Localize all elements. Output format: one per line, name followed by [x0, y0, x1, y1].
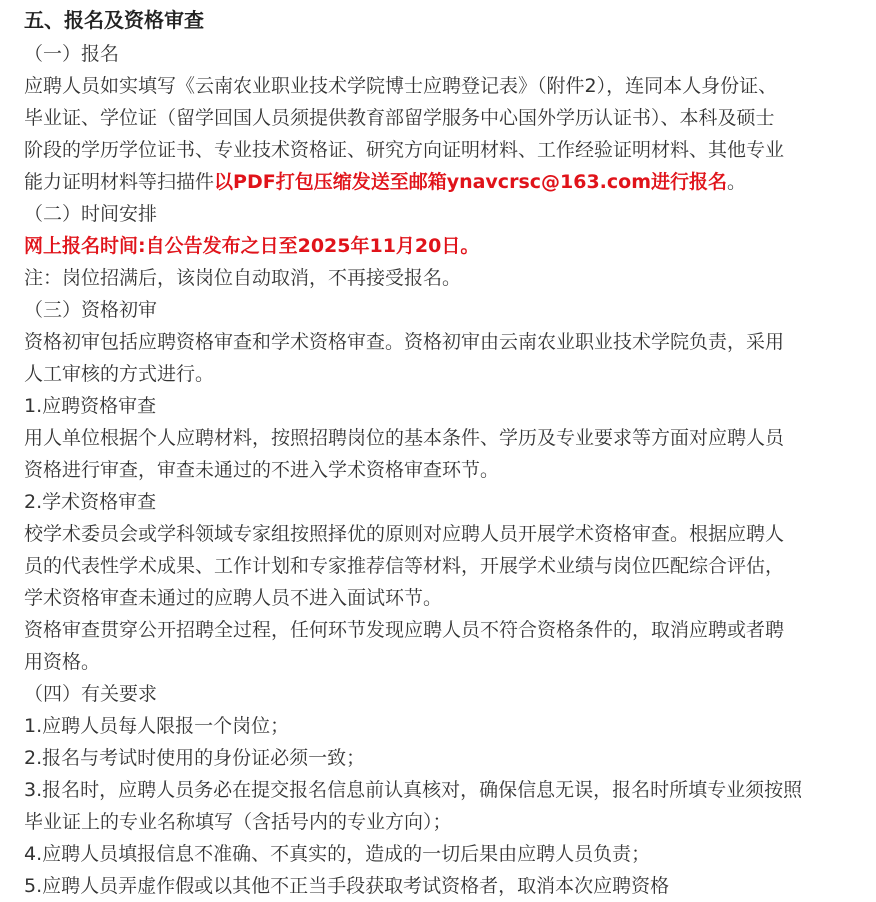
- preliminary-intro-2: 人工审核的方式进行。: [24, 363, 215, 385]
- schedule-heading: （二）时间安排: [24, 203, 158, 225]
- registration-line-4: [24, 166, 872, 198]
- registration-line-1: 应聘人员如实填写《云南农业职业技术学院博士应聘登记表》（附件2），连同本人身份证、: [24, 75, 778, 97]
- preliminary-closing-2: 用资格。: [24, 651, 101, 673]
- requirement-2: 2.报名与考试时使用的身份证必须一致；: [24, 747, 366, 769]
- section-title: 五、报名及资格审查: [24, 8, 204, 32]
- requirement-3-line-1: 3.报名时，应聘人员务必在提交报名信息前认真核对，确保信息无误，报名时所填专业须按照: [24, 779, 803, 801]
- academic-review-line-2: 员的代表性学术成果、工作计划和专家推荐信等材料，开展学术业绩与岗位匹配综合评估，: [24, 555, 785, 577]
- eligibility-review-title: 1.应聘资格审查: [24, 395, 157, 417]
- academic-review-line-1: 校学术委员会或学科领域专家组按照择优的原则对应聘人员开展学术资格审查。根据应聘人: [24, 523, 785, 545]
- registration-line-2: 毕业证、学位证（留学回国人员须提供教育部留学服务中心国外学历认证书）、本科及硕士: [24, 107, 775, 129]
- eligibility-review-line-1: 用人单位根据个人应聘材料，按照招聘岗位的基本条件、学历及专业要求等方面对应聘人员: [24, 427, 785, 449]
- submission-email-instruction: 以PDF打包压缩发送至邮箱ynavcrsc@163.com进行报名: [214, 171, 728, 193]
- requirement-5-partial: 5.应聘人员弄虚作假或以其他不正当手段获取考试资格者，取消本次应聘资格: [24, 875, 670, 897]
- registration-line-4-prefix: 能力证明材料等扫描件: [24, 171, 215, 193]
- registration-line-3: 阶段的学历学位证书、专业技术资格证、研究方向证明材料、工作经验证明材料、其他专业: [24, 139, 785, 161]
- registration-deadline: 网上报名时间:自公告发布之日至2025年11月20日。: [24, 235, 480, 257]
- preliminary-closing-1: 资格审查贯穿公开招聘全过程，任何环节发现应聘人员不符合资格条件的，取消应聘或者聘: [24, 619, 785, 641]
- academic-review-title: 2.学术资格审查: [24, 491, 157, 513]
- eligibility-review-line-2: 资格进行审查，审查未通过的不进入学术资格审查环节。: [24, 459, 500, 481]
- requirement-1: 1.应聘人员每人限报一个岗位；: [24, 715, 290, 737]
- preliminary-intro-1: 资格初审包括应聘资格审查和学术资格审查。资格初审由云南农业职业技术学院负责，采用: [24, 331, 785, 353]
- academic-review-line-3: 学术资格审查未通过的应聘人员不进入面试环节。: [24, 587, 443, 609]
- registration-heading: （一）报名: [24, 43, 120, 65]
- requirements-heading: （四）有关要求: [24, 683, 158, 705]
- schedule-note: 注：岗位招满后，该岗位自动取消，不再接受报名。: [24, 267, 462, 289]
- requirement-3-line-2: 毕业证上的专业名称填写（含括号内的专业方向）；: [24, 811, 452, 833]
- registration-line-4-suffix: 。: [727, 171, 747, 193]
- requirement-4: 4.应聘人员填报信息不准确、不真实的，造成的一切后果由应聘人员负责；: [24, 843, 651, 865]
- preliminary-heading: （三）资格初审: [24, 299, 158, 321]
